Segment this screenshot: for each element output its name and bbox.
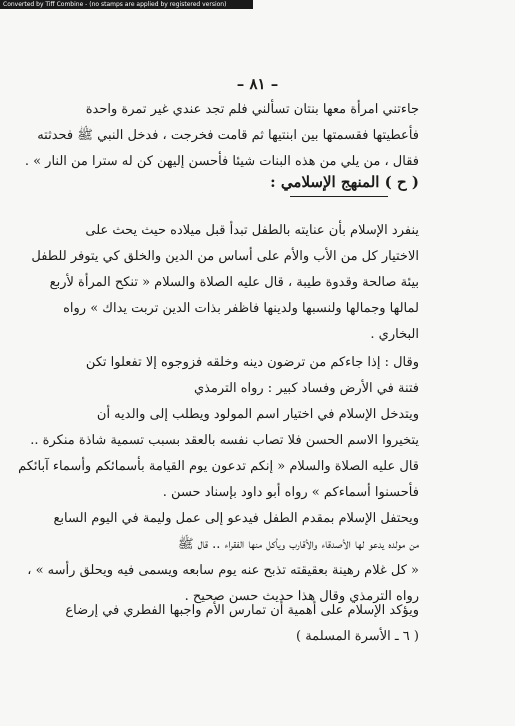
text-line: ويتدخل الإسلام في اختيار اسم المولود ويطلب إلى والديه أن (96, 407, 419, 422)
paragraph-4 (27, 506, 419, 610)
text-line: ويحتفل الإسلام بمقدم الطفل فيدعو إلى عمل وليمة في اليوم السابع (53, 511, 419, 526)
text-line: رواه الترمذي وقال هذا حديث حسن صحيح . (184, 589, 419, 604)
text-line: بيئة صالحة وقدوة طيبة ، قال عليه الصلاة والسلام « تنكح المرأة لأربع (49, 275, 419, 290)
converter-banner: Converted by Tiff Combine - (no stamps are applied by registered version) (0, 0, 253, 9)
footer-caption: ( ٦ ـ الأسرة المسلمة ) (296, 629, 419, 644)
text-line: ينفرد الإسلام بأن عنايته بالطفل تبدأ قبل ميلاده حيث يحث على (85, 223, 419, 238)
text-line: فأحسنوا أسماءكم » رواه أبو داود بإسناد حسن . (162, 485, 419, 500)
text-line: جاءتني امرأة معها بنتان تسألني فلم تجد عندي غير تمرة واحدة (85, 102, 419, 117)
text-line: فأعطيتها فقسمتها بين ابنتيها ثم قامت فخرجت ، فدخل النبي ﷺ فحدثته (37, 128, 419, 143)
text-line: قال عليه الصلاة والسلام « إنكم تدعون يوم القيامة بأسمائكم وأسماء آبائكم (18, 459, 419, 474)
text-line: فتنة في الأرض وفساد كبير : رواه الترمذي (193, 381, 419, 396)
text-line: لمالها وجمالها ولنسبها ولدينها فاظفر بذات الدين تربت يداك » رواه (63, 301, 419, 316)
text-line: البخاري . (370, 327, 419, 342)
paragraph-5 (65, 598, 419, 650)
paragraph-1 (31, 218, 419, 348)
text-line: من مولده يدعو لها الأصدقاء والأقارب ويأكل منها الفقراء .. قال ﷺ (177, 537, 419, 552)
text-line: فقال ، من يلي من هذه البنات شيئا فأحسن إليهن كن له سترا من النار » . (24, 154, 419, 169)
section-heading: ( ح ) المنهج الإسلامي : (270, 173, 419, 191)
text-line: الاختيار كل من الأب والأم على أساس من الدين والخلق كي يتوفر للطفل (31, 249, 419, 264)
paragraph-3 (18, 402, 419, 506)
heading-underline (290, 196, 388, 197)
intro-paragraph (24, 97, 419, 175)
paragraph-2 (85, 350, 419, 402)
text-line: ويؤكد الإسلام على أهمية أن تمارس الأم واجبها الفطري في إرضاع (65, 603, 419, 618)
text-line: يتخيروا الاسم الحسن فلا تصاب نفسه بالعقد بسبب تسمية شاذة منكرة .. (30, 433, 419, 448)
text-line: وقال : إذا جاءكم من ترضون دينه وخلقه فزوجوه إلا تفعلوا تكن (85, 355, 419, 370)
text-line: « كل غلام رهينة بعقيقته تذبح عنه يوم سابعه ويسمى فيه ويحلق رأسه » ، (27, 563, 419, 578)
page-number: – ٨١ – (236, 75, 279, 93)
